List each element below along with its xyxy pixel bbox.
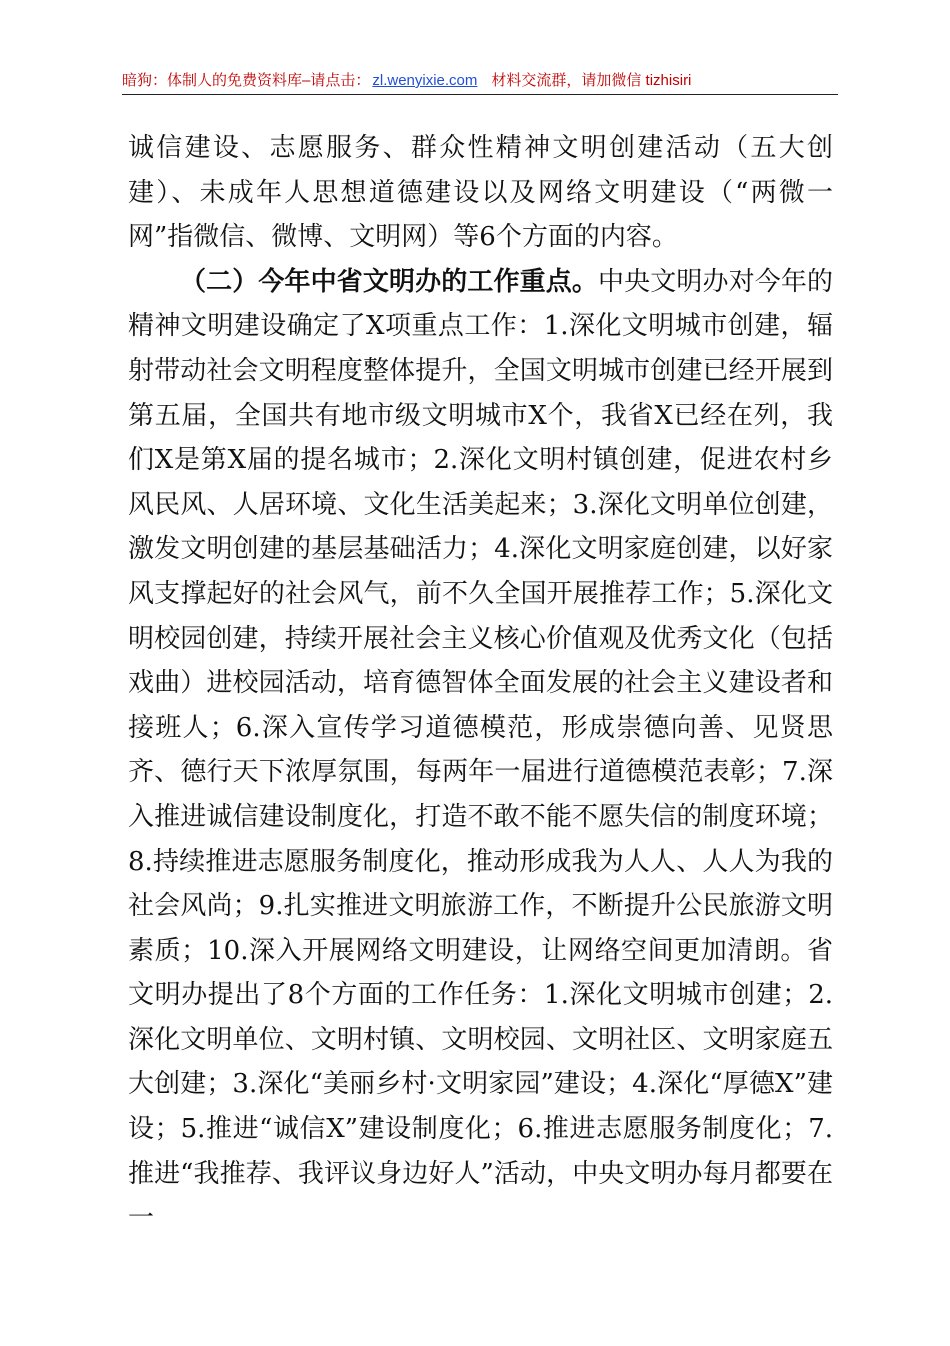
paragraph-1: 诚信建设、志愿服务、群众性精神文明创建活动（五大创建）、未成年人思想道德建设以及网络文明建设（“两微一网”指微信、微博、文明网）等6个方面的内容。 [128,133,833,253]
paragraph-2-text: 中央文明办对今年的精神文明建设确定了X项重点工作：1.深化文明城市创建，辐射带动社会文明程度整体提升，全国文明城市创建已经开展到第五届，全国共有地市级文明城市X个，我省X已经在列，我们X是第X届的提名城市；2.深化文明村镇创建，促进农村乡风民风、人居环境、文化生活美起来；3.深化文明单位创建，激发文明创建的基层基础活力；4.深化文明家庭创建，以好家风支撑起好的社会风气，前不久全国开展推荐工作；5.深化文明校园创建，持续开展社会主义核心价值观及优秀文化（包括戏曲）进校园活动，培育德智体全面发展的社会主义建设者和接班人；6.深入宣传学习道德模范，形成崇德向善、见贤思齐、德行天下浓厚氛围，每两年一届进行道德模范表彰；7.深入推进诚信建设制度化，打造不敢不能不愿失信的制度环境；8.持续推进志愿服务制度化，推动形成我为人人、人人为我的社会风尚；9.扎实推进文明旅游工作，不断提升公民旅游文明素质；10.深入开展网络文明建设，让网络空间更加清朗。省文明办提出了8个方面的工作任务：1.深化文明城市创建；2.深化文明单位、文明村镇、文明校园、文明社区、文明家庭五大创建；3.深化“美丽乡村·文明家园”建设；4.深化“厚德X”建设；5.推进“诚信X”建设制度化；6.推进志愿服务制度化；7.推进“我推荐、我评议身边好人”活动，中央文明办每月都要在一 [128,266,833,1234]
header-divider [122,94,838,95]
document-body [128,126,833,1241]
header-link[interactable]: zl.wenyixie.com [372,72,478,89]
paragraph-2-heading: （二）今年中省文明办的工作重点。 [180,266,598,297]
header-brand: 暗狗：体制人的免费资料库 [122,72,303,89]
paragraph-2 [128,260,833,1241]
header-contact: 材料交流群，请加微信 tizhisiri [491,72,692,89]
header-prompt: –请点击： [302,72,371,89]
page-header [122,68,838,94]
